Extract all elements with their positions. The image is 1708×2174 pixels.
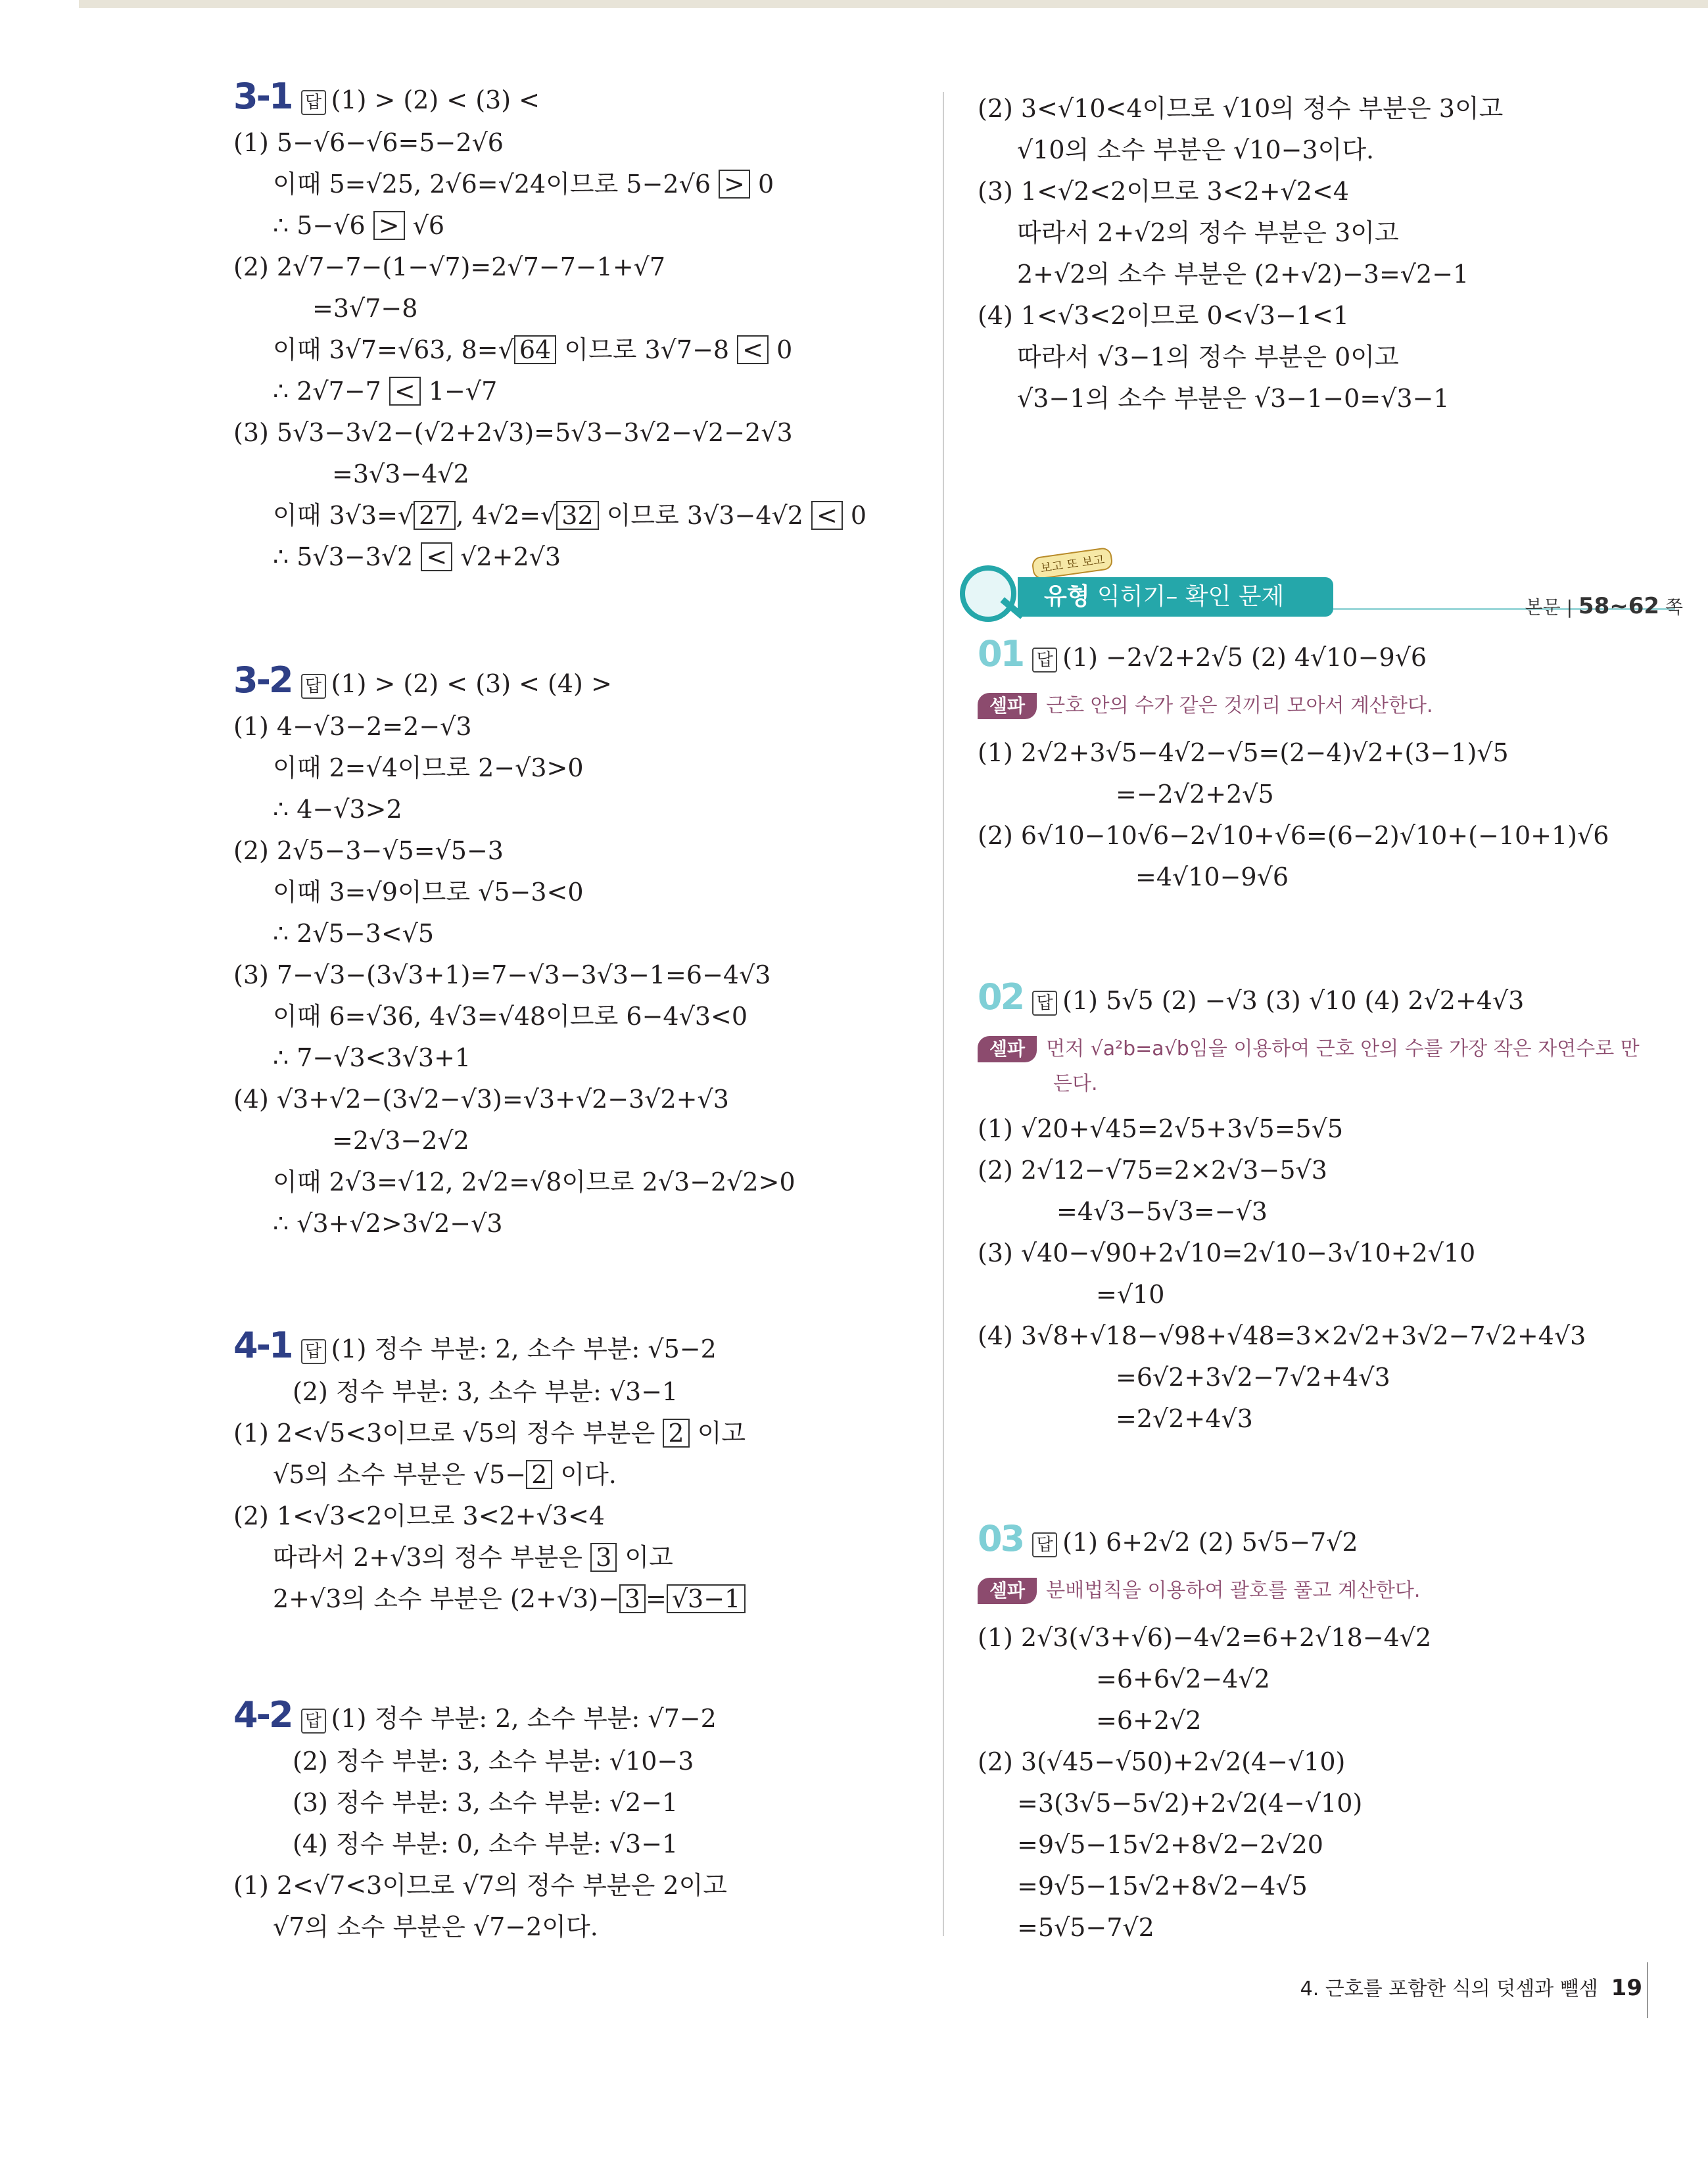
solution-line: (4) 3√8+√18−√98+√48=3×2√2+3√2−7√2+4√3: [978, 1321, 1586, 1350]
solution-line: 이때 3√3=√ 27 , 4√2=√ 32 이므로 3√3−4√2 < 0: [273, 501, 867, 530]
solution-line: =−2√2+2√5: [1116, 780, 1274, 809]
problem-header: [978, 1518, 1358, 1559]
solution-line: =6+6√2−4√2: [1096, 1665, 1270, 1693]
tip-line: [978, 1030, 1640, 1066]
solution-line: (2) 3(√45−√50)+2√2(4−√10): [978, 1747, 1346, 1776]
solution-line: =6+2√2: [1096, 1706, 1202, 1735]
solution-line: =9√5−15√2+8√2−4√5: [1017, 1872, 1308, 1901]
magnifier-icon: [960, 565, 1016, 622]
problem-number: 3-2: [233, 659, 292, 701]
answer-box: 2: [526, 1460, 552, 1489]
tip-label: 셀파: [978, 1578, 1037, 1604]
problem-number: 02: [978, 976, 1024, 1018]
solution-line: (1) 2<√7<3이므로 √7의 정수 부분은 2이고: [233, 1871, 728, 1900]
answer-text: (1) > (2) < (3) <: [331, 85, 540, 114]
solution-line: (1) 2√2+3√5−4√2−√5=(2−4)√2+(3−1)√5: [978, 738, 1509, 767]
speech-bubble: 보고 또 보고: [1031, 547, 1114, 580]
solution-line: (1) √20+√45=2√5+3√5=5√5: [978, 1114, 1344, 1143]
answer-box: >: [719, 170, 750, 199]
answer-text: (1) > (2) < (3) < (4) >: [331, 669, 612, 698]
solution-line: ∴ 4−√3>2: [273, 795, 402, 824]
section-banner: [960, 552, 1683, 638]
answer-box: √3−1: [667, 1584, 746, 1613]
solution-line: (2) 3<√10<4이므로 √10의 정수 부분은 3이고: [978, 94, 1504, 123]
solution-line: 따라서 2+√3의 정수 부분은 3 이고: [273, 1543, 673, 1572]
solution-line: (2) 정수 부분: 3, 소수 부분: √3−1: [293, 1377, 678, 1406]
solution-line: =3√7−8: [312, 294, 418, 323]
answer-label: 답: [301, 1339, 326, 1364]
tip-label: 셀파: [978, 1036, 1037, 1062]
solution-line: 이때 2=√4이므로 2−√3>0: [273, 753, 584, 782]
solution-line: ∴ 7−√3<3√3+1: [273, 1043, 471, 1072]
solution-line: =3(3√5−5√2)+2√2(4−√10): [1017, 1789, 1363, 1818]
top-border: [79, 0, 1708, 8]
answer-box: <: [389, 377, 421, 406]
answer-box: 3: [619, 1584, 646, 1613]
solution-line: 따라서 2+√2의 정수 부분은 3이고: [1017, 218, 1399, 247]
solution-line: =2√2+4√3: [1116, 1404, 1253, 1433]
problem-header: [978, 976, 1525, 1018]
problem-header: [233, 1325, 717, 1366]
answer-label: 답: [301, 674, 326, 699]
answer-label: 답: [301, 90, 326, 115]
solution-line: (2) 2√7−7−(1−√7)=2√7−7−1+√7: [233, 252, 666, 281]
tip-line: [1053, 1065, 1098, 1100]
solution-line: =4√3−5√3=−√3: [1056, 1197, 1268, 1226]
solution-line: =6√2+3√2−7√2+4√3: [1116, 1363, 1390, 1392]
answer-box: <: [737, 335, 769, 364]
solution-line: ∴ 5−√6 > √6: [273, 211, 445, 240]
problem-number: 03: [978, 1518, 1024, 1559]
answer-text: (1) −2√2+2√5 (2) 4√10−9√6: [1062, 643, 1427, 672]
problem-header: [978, 633, 1427, 674]
solution-line: ∴ 2√7−7 < 1−√7: [273, 377, 498, 406]
solution-line: 이때 6=√36, 4√3=√48이므로 6−4√3<0: [273, 1002, 748, 1031]
solution-line: (2) 2√5−3−√5=√5−3: [233, 836, 504, 865]
answer-box: >: [373, 211, 405, 240]
problem-number: 3-1: [233, 76, 292, 117]
problem-header: [233, 659, 612, 701]
page-reference: 본문 | 58~62 쪽: [1525, 593, 1683, 619]
solution-line: =4√10−9√6: [1135, 863, 1289, 891]
solution-line: √5의 소수 부분은 √5− 2 이다.: [273, 1460, 617, 1489]
solution-line: 따라서 √3−1의 정수 부분은 0이고: [1017, 343, 1399, 371]
solution-line: =3√3−4√2: [332, 460, 469, 488]
problem-number: 4-2: [233, 1694, 292, 1736]
answer-text: (1) 6+2√2 (2) 5√5−7√2: [1062, 1528, 1358, 1557]
answer-label: 답: [301, 1709, 326, 1734]
solution-line: 이때 3√7=√63, 8=√ 64 이므로 3√7−8 < 0: [273, 335, 793, 364]
answer-text: (1) 정수 부분: 2, 소수 부분: √7−2: [331, 1704, 717, 1733]
tip-text: 분배법칙을 이용하여 괄호를 풀고 계산한다.: [1046, 1579, 1421, 1602]
answer-label: 답: [1032, 648, 1057, 673]
tip-label: 셀파: [978, 693, 1037, 719]
solution-line: (1) 4−√3−2=2−√3: [233, 712, 472, 741]
solution-line: (3) 정수 부분: 3, 소수 부분: √2−1: [293, 1788, 678, 1817]
solution-line: (3) 7−√3−(3√3+1)=7−√3−3√3−1=6−4√3: [233, 960, 771, 989]
solution-line: (1) 2<√5<3이므로 √5의 정수 부분은 2 이고: [233, 1419, 746, 1448]
answer-label: 답: [1032, 1532, 1057, 1557]
tip-line: [978, 687, 1433, 722]
solution-line: 이때 5=√25, 2√6=√24이므로 5−2√6 > 0: [273, 170, 774, 199]
footer-rule: [1647, 1962, 1648, 2018]
solution-line: (2) 6√10−10√6−2√10+√6=(6−2)√10+(−10+1)√6: [978, 821, 1609, 850]
solution-line: √3−1의 소수 부분은 √3−1−0=√3−1: [1017, 384, 1450, 413]
answer-box: 3: [590, 1543, 617, 1572]
page-number: 19: [1611, 1975, 1642, 2001]
solution-line: (1) 5−√6−√6=5−2√6: [233, 128, 504, 157]
answer-text: (1) 정수 부분: 2, 소수 부분: √5−2: [331, 1335, 717, 1363]
tip-text: 든다.: [1053, 1072, 1098, 1095]
solution-line: (4) 정수 부분: 0, 소수 부분: √3−1: [293, 1830, 678, 1858]
solution-line: =5√5−7√2: [1017, 1913, 1154, 1942]
tip-line: [978, 1572, 1420, 1607]
problem-header: [233, 76, 540, 117]
solution-line: (4) √3+√2−(3√2−√3)=√3+√2−3√2+√3: [233, 1085, 729, 1114]
solution-line: √10의 소수 부분은 √10−3이다.: [1017, 135, 1375, 164]
solution-line: (2) 1<√3<2이므로 3<2+√3<4: [233, 1501, 605, 1530]
solution-line: (3) √40−√90+2√10=2√10−3√10+2√10: [978, 1239, 1476, 1267]
solution-line: =9√5−15√2+8√2−2√20: [1017, 1830, 1323, 1859]
answer-box: 2: [663, 1419, 689, 1448]
solution-line: ∴ 5√3−3√2 < √2+2√3: [273, 542, 561, 571]
problem-header: [233, 1694, 717, 1736]
tip-text: 근호 안의 수가 같은 것끼리 모아서 계산한다.: [1046, 694, 1433, 717]
solution-line: =√10: [1096, 1280, 1165, 1309]
solution-line: 2+√2의 소수 부분은 (2+√2)−3=√2−1: [1017, 260, 1469, 289]
answer-box: 27: [414, 501, 456, 530]
column-divider: [943, 92, 944, 1936]
solution-line: ∴ 2√5−3<√5: [273, 919, 435, 948]
solution-line: 이때 3=√9이므로 √5−3<0: [273, 878, 584, 907]
answer-box: 64: [514, 335, 556, 364]
problem-number: 01: [978, 633, 1024, 674]
banner-title: 유형 익히기– 확인 문제: [1018, 577, 1333, 617]
answer-box: <: [421, 542, 452, 571]
solution-line: 이때 2√3=√12, 2√2=√8이므로 2√3−2√2>0: [273, 1168, 795, 1196]
answer-box: <: [811, 501, 843, 530]
answer-label: 답: [1032, 991, 1057, 1016]
solution-line: (1) 2√3(√3+√6)−4√2=6+2√18−4√2: [978, 1623, 1432, 1652]
solution-line: √7의 소수 부분은 √7−2이다.: [273, 1912, 598, 1941]
problem-number: 4-1: [233, 1325, 292, 1366]
answer-text: (1) 5√5 (2) −√3 (3) √10 (4) 2√2+4√3: [1062, 986, 1525, 1015]
solution-line: =2√3−2√2: [332, 1126, 469, 1155]
chapter-title: 4. 근호를 포함한 식의 덧셈과 뺄셈: [1300, 1977, 1598, 2000]
solution-line: (3) 1<√2<2이므로 3<2+√2<4: [978, 177, 1349, 206]
tip-text: 먼저 √a²b=a√b임을 이용하여 근호 안의 수를 가장 작은 자연수로 만: [1046, 1037, 1640, 1060]
solution-line: (2) 2√12−√75=2×2√3−5√3: [978, 1156, 1327, 1185]
answer-box: 32: [556, 501, 598, 530]
solution-line: (4) 1<√3<2이므로 0<√3−1<1: [978, 301, 1349, 330]
solution-line: (2) 정수 부분: 3, 소수 부분: √10−3: [293, 1747, 694, 1776]
solution-line: ∴ √3+√2>3√2−√3: [273, 1209, 503, 1238]
page-footer: [1300, 1972, 1642, 2001]
solution-line: (3) 5√3−3√2−(√2+2√3)=5√3−3√2−√2−2√3: [233, 418, 793, 447]
solution-line: 2+√3의 소수 부분은 (2+√3)− 3 = √3−1: [273, 1582, 746, 1615]
